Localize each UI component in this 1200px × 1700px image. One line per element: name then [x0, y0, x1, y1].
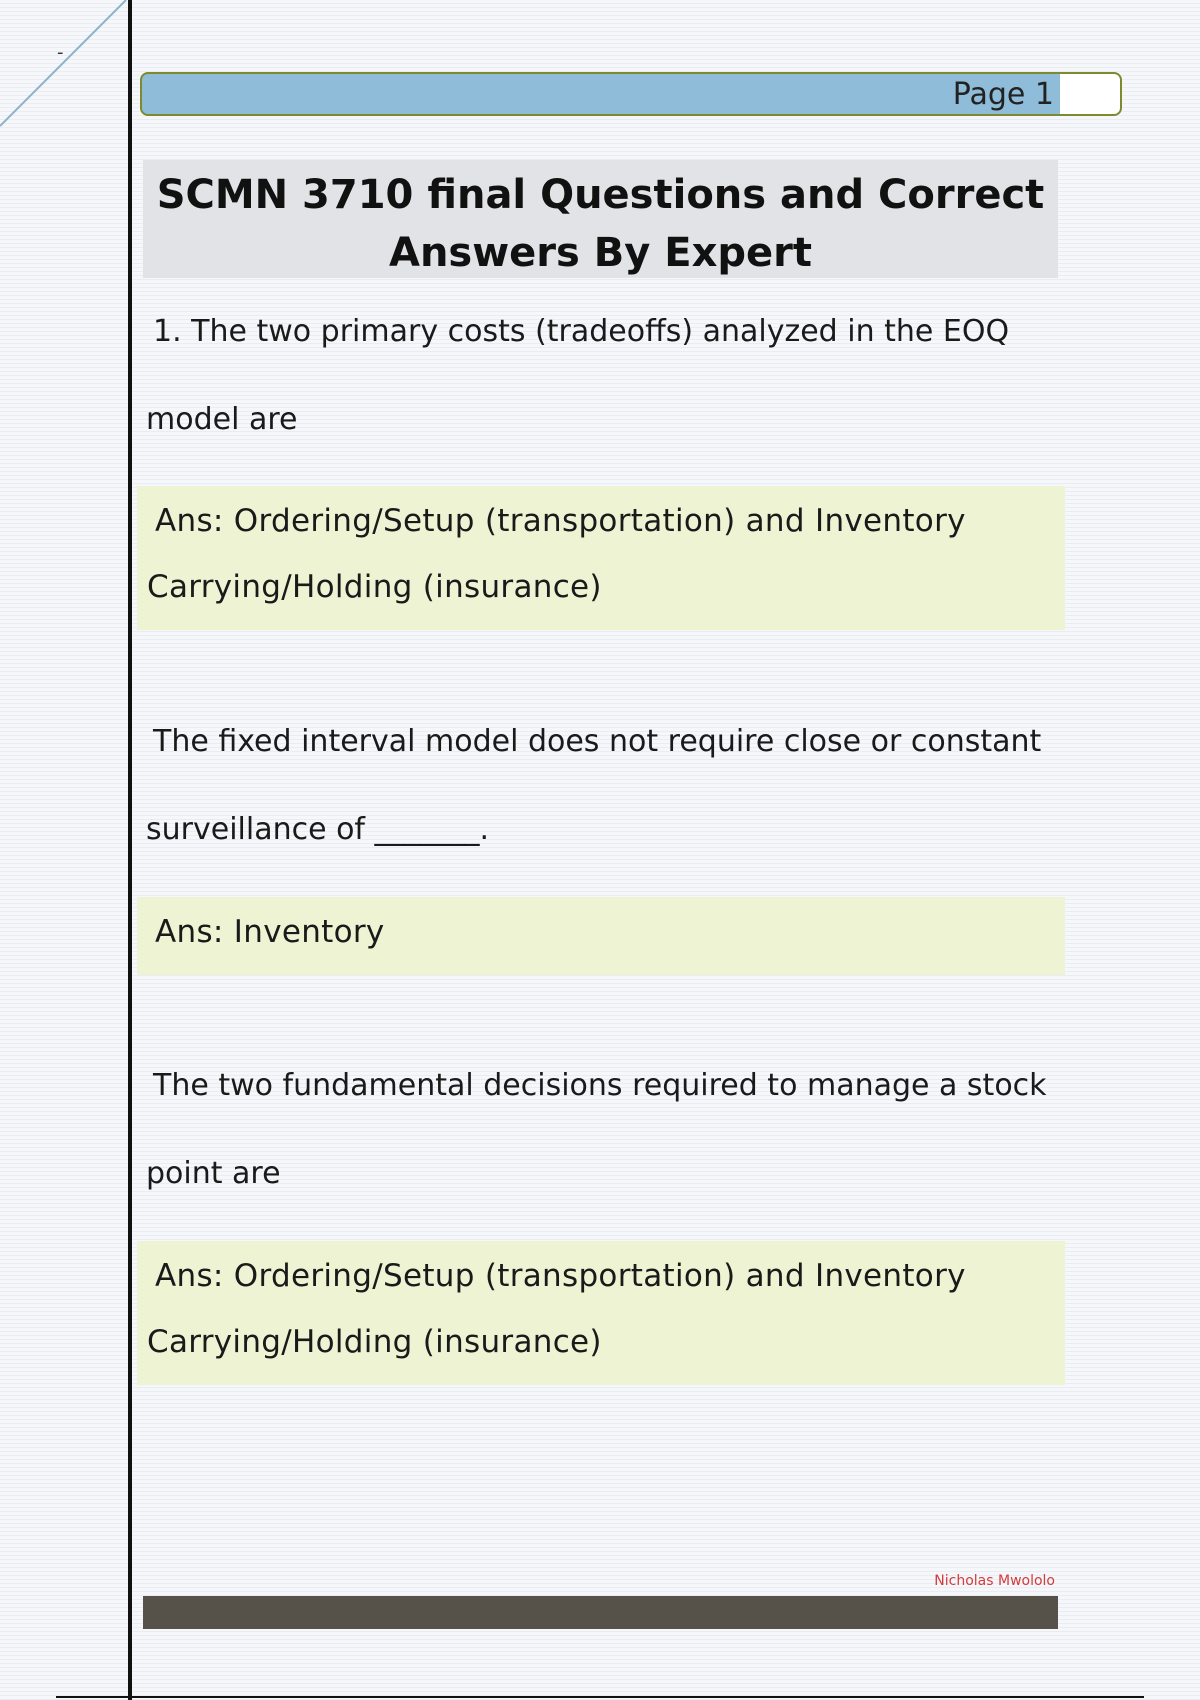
question-2 [146, 698, 1066, 874]
answer-3-line-1: Ans: Ordering/Setup (transportation) and Inventory [155, 1258, 966, 1294]
answer-2-line-1: Ans: Inventory [155, 914, 385, 950]
document-title-line-1: SCMN 3710 final Questions and Correct [156, 172, 1045, 218]
page-number-label: Page 1 [952, 77, 1054, 112]
author-name: Nicholas Mwololo [934, 1573, 1055, 1589]
answer-3 [137, 1241, 1065, 1385]
page-header-bar [140, 72, 1122, 116]
question-1-line-1: 1. The two primary costs (tradeoffs) analyzed in the EOQ [153, 314, 1010, 349]
answer-1-line-2: Carrying/Holding (insurance) [147, 569, 602, 605]
question-3-line-1: The two fundamental decisions required to manage a stock [153, 1068, 1047, 1103]
question-2-line-1: The fixed interval model does not require close or constant [153, 724, 1042, 759]
document-title-box [143, 160, 1058, 278]
page-fold-corner [0, 0, 130, 130]
footer-bar [143, 1596, 1058, 1629]
answer-3-line-2: Carrying/Holding (insurance) [147, 1324, 602, 1360]
question-3-line-2: point are [146, 1156, 281, 1191]
question-1-line-2: model are [146, 402, 298, 437]
margin-dash: - [57, 42, 64, 63]
question-2-line-2: surveillance of _______. [146, 812, 490, 847]
answer-1 [137, 486, 1065, 630]
bottom-rule [56, 1696, 1144, 1698]
question-1 [146, 288, 1066, 464]
question-3 [146, 1042, 1066, 1218]
answer-1-line-1: Ans: Ordering/Setup (transportation) and Inventory [155, 503, 966, 539]
margin-rule [128, 0, 132, 1700]
document-title-line-2: Answers By Expert [388, 230, 812, 276]
answer-2 [137, 897, 1065, 975]
